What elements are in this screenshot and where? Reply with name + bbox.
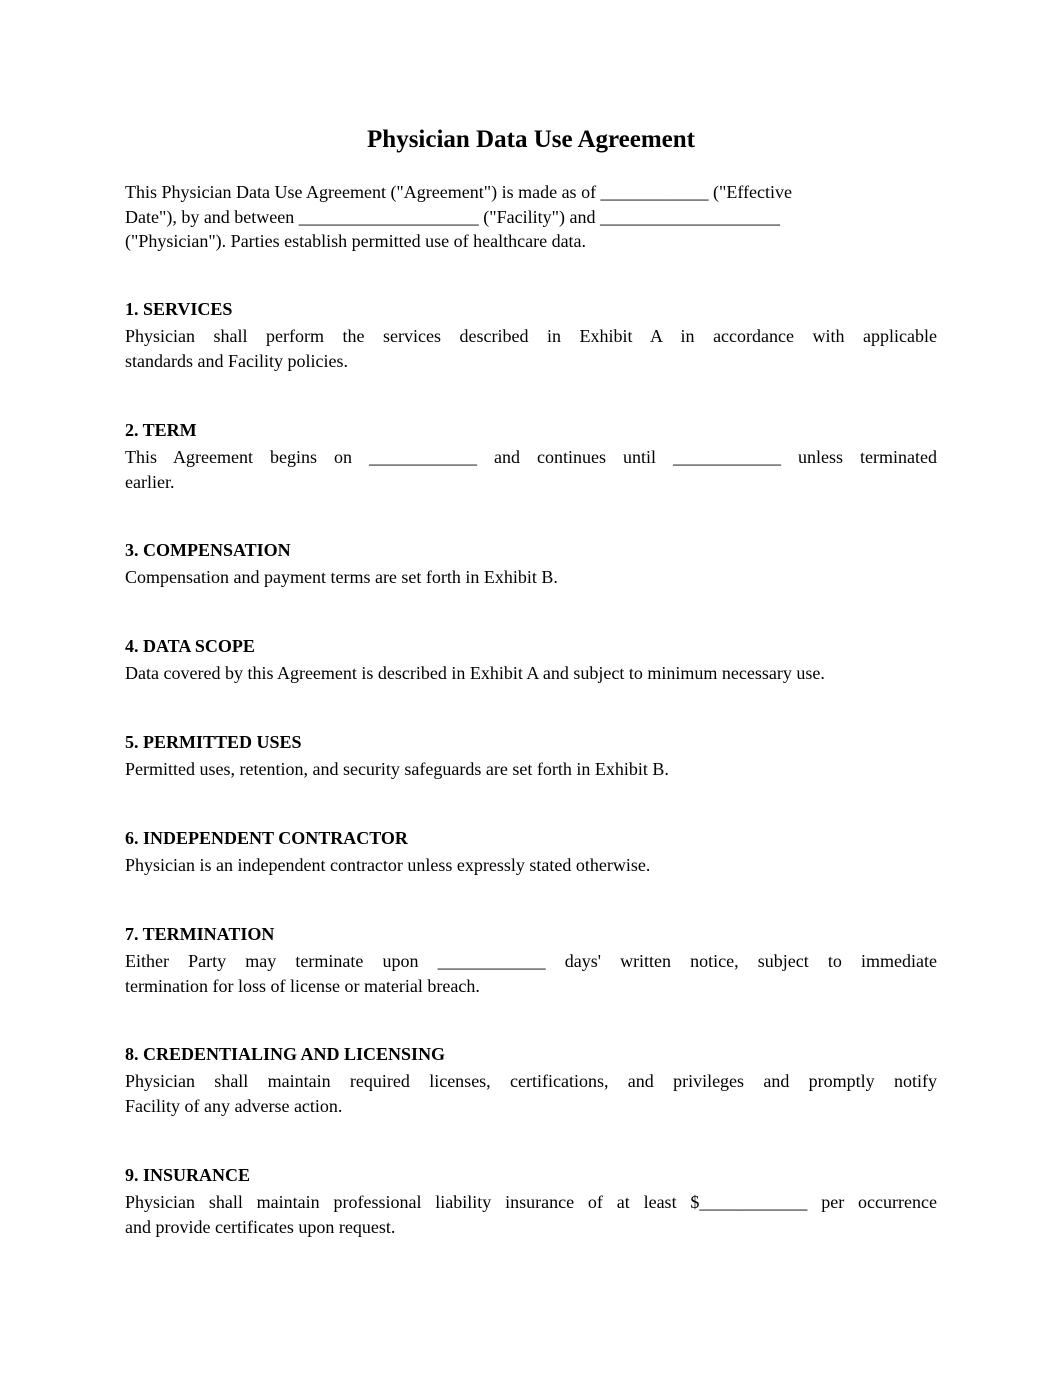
section-body-line: termination for loss of license or material breach. [125, 975, 480, 996]
section-compensation [125, 538, 937, 590]
intro-line: Date"), by and between ____________________ ("Facility") and ____________________ [125, 206, 780, 227]
section-term [125, 418, 937, 494]
section-body-line: Data covered by this Agreement is described in Exhibit A and subject to minimum necessary use. [125, 663, 825, 683]
section-body [125, 565, 937, 590]
section-heading: 4. DATA SCOPE [125, 636, 255, 656]
section-body-line: Physician shall maintain professional liability insurance of at least $____________ per occurrence [125, 1192, 937, 1212]
section-body-line: Permitted uses, retention, and security safeguards are set forth in Exhibit B. [125, 759, 669, 779]
section-independent-contractor [125, 826, 937, 878]
section-credentialing-licensing [125, 1042, 937, 1118]
section-heading: 7. TERMINATION [125, 924, 275, 944]
section-services [125, 297, 937, 373]
section-body [125, 757, 937, 782]
intro-line: This Physician Data Use Agreement ("Agreement") is made as of ____________ ("Effective [125, 182, 793, 202]
section-body [125, 1069, 937, 1118]
section-heading: 8. CREDENTIALING AND LICENSING [125, 1044, 446, 1064]
section-body-line: earlier. [125, 471, 175, 492]
section-body-line: Physician shall perform the services described in Exhibit A in accordance with applicable [125, 326, 937, 346]
section-insurance [125, 1163, 937, 1239]
section-body-line: and provide certificates upon request. [125, 1216, 396, 1237]
section-body-line: This Agreement begins on ____________ and continues until ____________ unless terminated [125, 447, 937, 467]
section-permitted-uses [125, 730, 937, 782]
intro-line: ("Physician"). Parties establish permitted use of healthcare data. [125, 231, 587, 251]
section-heading: 6. INDEPENDENT CONTRACTOR [125, 828, 408, 848]
section-body [125, 324, 937, 373]
section-heading: 2. TERM [125, 420, 197, 440]
section-body [125, 445, 937, 494]
section-body [125, 949, 937, 998]
section-heading: 5. PERMITTED USES [125, 732, 302, 752]
section-termination [125, 922, 937, 998]
section-body-line: Facility of any adverse action. [125, 1095, 343, 1116]
section-body [125, 661, 937, 686]
section-heading: 1. SERVICES [125, 299, 233, 319]
section-body-line: Compensation and payment terms are set forth in Exhibit B. [125, 567, 558, 587]
section-body-line: Physician shall maintain required licenses, certifications, and privileges and promptly notify [125, 1071, 937, 1091]
section-heading: 9. INSURANCE [125, 1165, 251, 1185]
section-body-line: Physician is an independent contractor unless expressly stated otherwise. [125, 855, 651, 875]
section-body [125, 853, 937, 878]
intro-paragraph [125, 180, 937, 254]
section-body-line: Either Party may terminate upon ____________ days' written notice, subject to immediate [125, 951, 937, 971]
section-data-scope [125, 634, 937, 686]
section-body [125, 1190, 937, 1239]
section-heading: 3. COMPENSATION [125, 540, 291, 560]
section-body-line: standards and Facility policies. [125, 350, 348, 371]
document-title: Physician Data Use Agreement [367, 126, 695, 153]
